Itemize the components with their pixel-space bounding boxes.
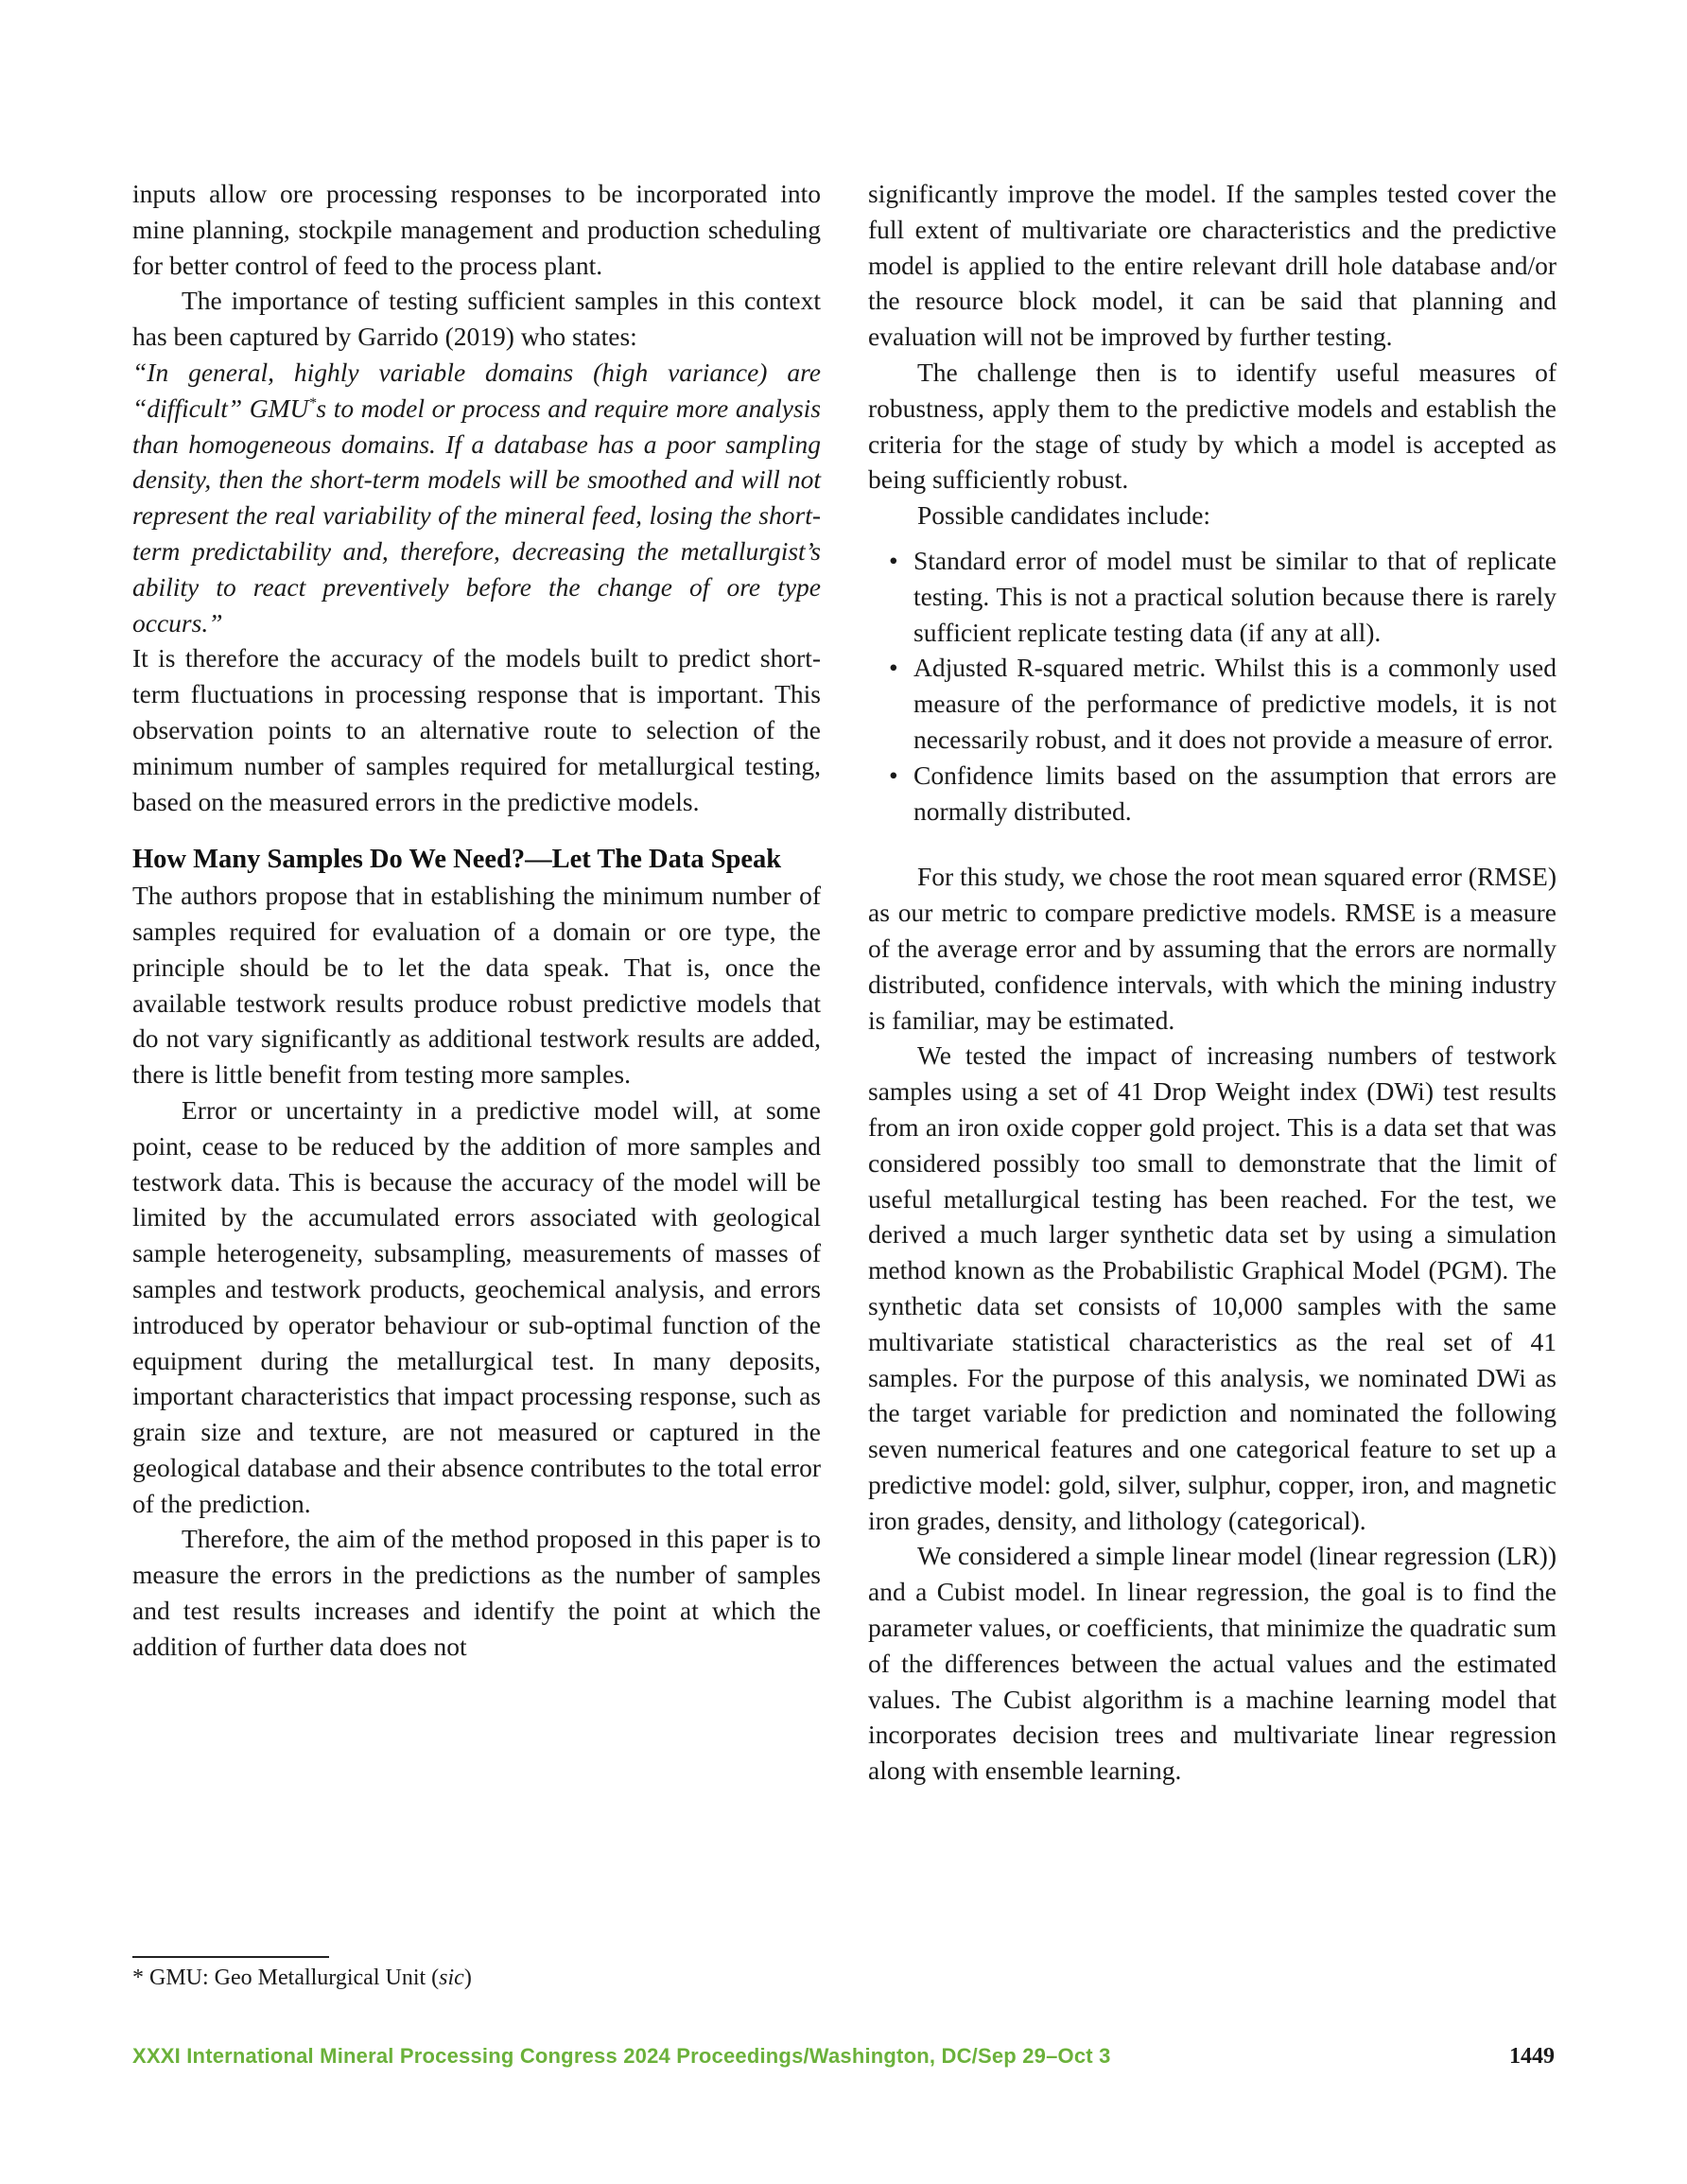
conference-title: XXXI International Mineral Processing Congress 2024 Proceedings/Washington, DC/Sep 29–Oct 3 — [132, 2044, 1111, 2068]
page-number: 1449 — [1509, 2044, 1555, 2069]
body-paragraph: Error or uncertainty in a predictive model will, at some point, cease to be reduced by the addition of more samples and testwork data. This is because the accuracy of the model will be limited by the accumulated errors associated with geological sample heterogeneity, subsampling, measurements of masses of samples and testwork products, geochemical analysis, and errors introduced by operator behaviour or sub-optimal function of the equipment during the metallurgical test. In many deposits, important characteristics that impact processing response, such as grain size and texture, are not measured or captured in the geological database and their absence contributes to the total error of the prediction. — [132, 1094, 821, 1518]
quote-text: s to model or process and require more analysis than homogeneous domains. If a database has a poor sampling density, then the short-term models will be smoothed and will not represent the real variability of the mineral feed, losing the short-term predictability and, therefore, decreasing the metallurgist’s ability to react preventively before the change of ore type occurs.” — [132, 393, 821, 638]
body-paragraph: inputs allow ore processing responses to be incorporated into mine planning, stockpile management and production scheduling for better control of feed to the process plant. — [132, 179, 821, 280]
footnote-italic: sic — [439, 1966, 464, 1990]
bullet-icon: • — [889, 653, 898, 683]
left-column — [132, 176, 821, 1665]
candidates-list — [868, 543, 1557, 829]
bullet-icon: • — [889, 545, 898, 575]
section-heading: How Many Samples Do We Need?—Let The Data Speak — [132, 845, 782, 875]
list-item — [889, 543, 1557, 650]
bullet-icon: • — [889, 760, 898, 790]
footnote-text: * GMU: Geo Metallurgical Unit ( — [132, 1966, 440, 1990]
body-paragraph: significantly improve the model. If the samples tested cover the full extent of multivariate ore characteristics and the predictive model is applied to the entire relevant drill hole database and/or the resource block model, it can be said that planning and evaluation will not be improved by further testing. — [868, 179, 1557, 352]
body-paragraph: The challenge then is to identify useful measures of robustness, apply them to the predictive models and establish the criteria for the stage of study by which a model is accepted as being sufficiently robust. — [868, 357, 1557, 495]
body-paragraph: The authors propose that in establishing the minimum number of samples required for evaluation of a domain or ore type, the principle should be to let the data speak. That is, once the available testwork results produce robust predictive models that do not vary significantly as additional testwork results are added, there is little benefit from testing more samples. — [132, 881, 821, 1090]
footnote-divider — [132, 1956, 329, 1958]
body-paragraph: We tested the impact of increasing numbers of testwork samples using a set of 41 Drop Weight index (DWi) test results from an iron oxide copper gold project. This is a data set that was considered possibly too small to demonstrate that the limit of useful metallurgical testing has been reached. For the test, we derived a much larger synthetic data set by using a simulation method known as the Probabilistic Graphical Model (PGM). The synthetic data set consists of 10,000 samples with the same multivariate statistical characteristics as the real set of 41 samples. For the purpose of this analysis, we nominated DWi as the target variable for prediction and nominated the following seven numerical features and one categorical feature to set up a predictive model: gold, silver, sulphur, copper, iron, and magnetic iron grades, density, and lithology (categorical). — [868, 1040, 1557, 1535]
body-paragraph: Therefore, the aim of the method proposed in this paper is to measure the errors in the predictions as the number of samples and test results increases and identify the point at which the addition of further data does not — [132, 1524, 821, 1661]
quote-text: “In general, highly variable domains (high variance) are “difficult” GMU — [132, 357, 821, 423]
footnote-marker: * — [308, 394, 317, 411]
footnote-text: ) — [463, 1966, 472, 1990]
body-paragraph: We considered a simple linear model (linear regression (LR)) and a Cubist model. In linear regression, the goal is to find the parameter values, or coefficients, that minimize the quadratic sum of the differences between the actual values and the estimated values. The Cubist algorithm is a machine learning model that incorporates decision trees and multivariate linear regression along with ensemble learning. — [868, 1541, 1557, 1786]
body-paragraph: The importance of testing sufficient samples in this context has been captured by Garrido (2019) who states: — [132, 286, 821, 352]
list-item-text: Standard error of model must be similar to that of replicate testing. This is not a practical solution because there is rarely sufficient replicate testing data (if any at all). — [913, 545, 1557, 647]
body-paragraph: For this study, we chose the root mean squared error (RMSE) as our metric to compare predictive models. RMSE is a measure of the average error and by assuming that the errors are normally distributed, confidence intervals, with which the mining industry is familiar, may be estimated. — [868, 862, 1557, 1035]
footnote — [132, 1964, 794, 1992]
body-paragraph: It is therefore the accuracy of the models built to predict short-term fluctuations in processing response that is important. This observation points to an alternative route to selection of the minimum number of samples required for metallurgical testing, based on the measured errors in the predictive models. — [132, 643, 821, 816]
list-item-text: Confidence limits based on the assumption that errors are normally distributed. — [913, 760, 1557, 826]
body-paragraph: Possible candidates include: — [917, 500, 1211, 531]
list-item-text: Adjusted R-squared metric. Whilst this is a commonly used measure of the performance of predictive models, it is not necessarily robust, and it does not provide a measure of error. — [913, 653, 1557, 754]
right-column — [868, 176, 1557, 1789]
page-footer — [132, 2039, 1555, 2073]
list-item — [889, 758, 1557, 830]
block-quote — [132, 355, 821, 640]
list-item — [889, 650, 1557, 757]
